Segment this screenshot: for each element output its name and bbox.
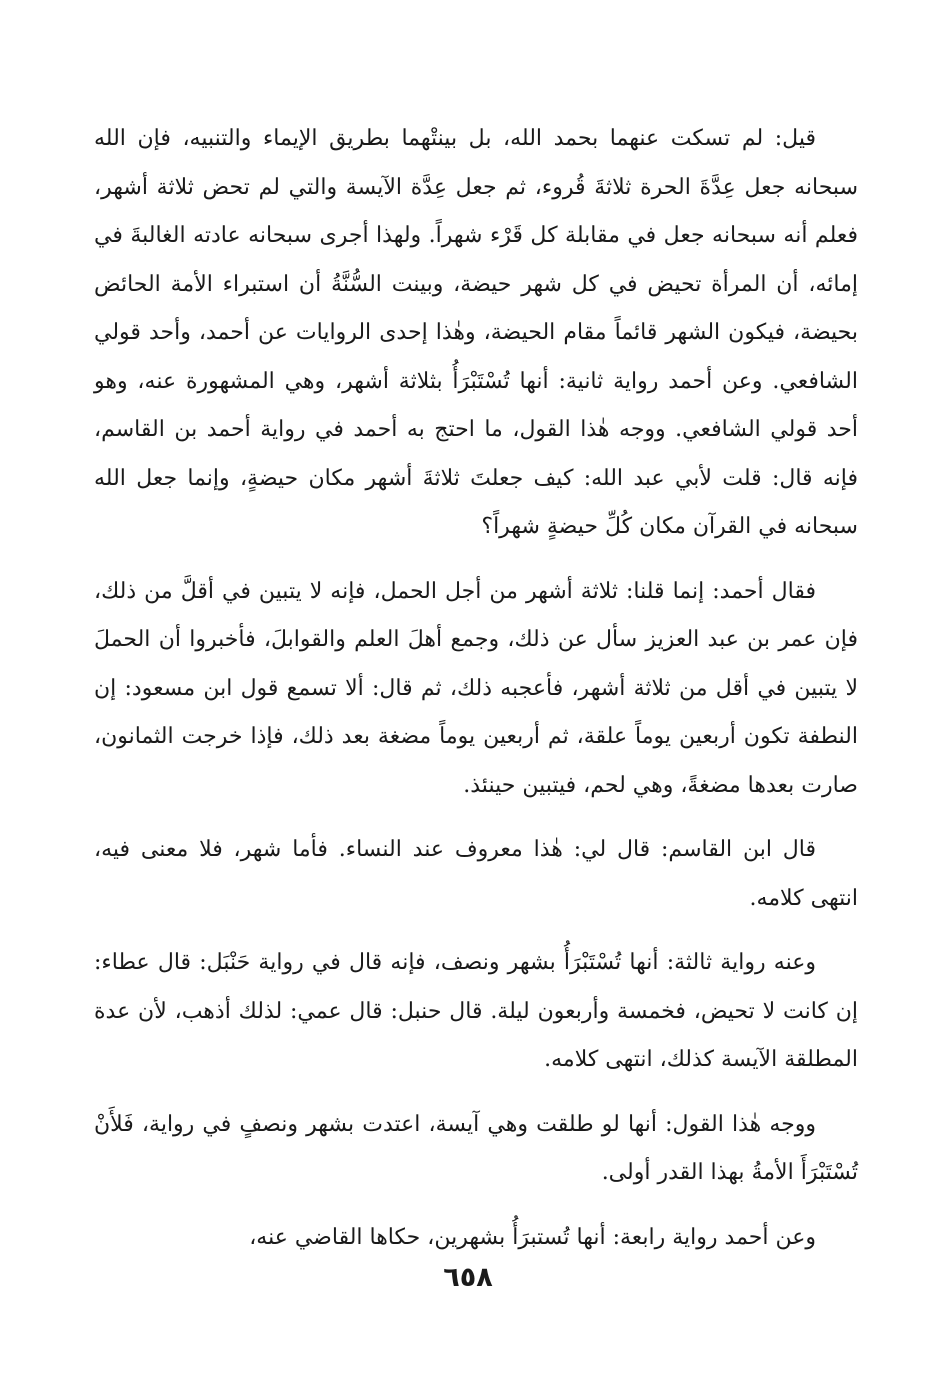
paragraph-3: قال ابن القاسم: قال لي: هٰذا معروف عند النساء. فأما شهر، فلا معنى فيه، انتهى كلامه. <box>94 837 858 911</box>
body-text <box>94 115 858 1262</box>
paragraph-1: قيل: لم تسكت عنهما بحمد الله، بل بينتْهما بطريق الإيماء والتنبيه، فإن الله سبحانه جعل عِدَّةَ الحرة ثلاثةَ قُروء، ثم جعل عِدَّة الآيسة والتي لم تحض ثلاثة أشهر، فعلم أنه سبحانه جعل في مقابلة كل قَرْء شهراً. ولهذا أجرى سبحانه عادته الغالبةَ في إمائه، أن المرأة تحيض في كل شهر حيضة، وبينت السُّنَّةُ أن استبراء الأمة الحائض بحيضة، فيكون الشهر قائماً مقام الحيضة، وهٰذا إحدى الروايات عن أحمد، وأحد قولي الشافعي. وعن أحمد رواية ثانية: أنها تُسْتَبْرَأُ بثلاثة أشهر، وهي المشهورة عنه، وهو أحد قولي الشافعي. ووجه هٰذا القول، ما احتج به أحمد في رواية أحمد بن القاسم، فإنه قال: قلت لأبي عبد الله: كيف جعلتَ ثلاثةَ أشهر مكان حيضةٍ، وإنما جعل الله سبحانه في القرآن مكان كُلِّ حيضةٍ شهراً؟ <box>94 126 858 539</box>
paragraph-6: وعن أحمد رواية رابعة: أنها تُستبرَأُ بشهرين، حكاها القاضي عنه، <box>249 1224 816 1250</box>
paragraph-4: وعنه رواية ثالثة: أنها تُسْتَبْرَأُ بشهر ونصف، فإنه قال في رواية حَنْبَل: قال عطاء: إن كانت لا تحيض، فخمسة وأربعون ليلة. قال حنبل: قال عمي: لذلك أذهب، لأن عدة المطلقة الآيسة كذلك، انتهى كلامه. <box>94 950 858 1072</box>
paragraph-2: فقال أحمد: إنما قلنا: ثلاثة أشهر من أجل الحمل، فإنه لا يتبين في أقلَّ من ذلك، فإن عمر بن عبد العزيز سأل عن ذلك، وجمع أهلَ العلم والقوابلَ، فأخبروا أن الحملَ لا يتبين في أقل من ثلاثة أشهر، فأعجبه ذلك، ثم قال: ألا تسمع قول ابن مسعود: إن النطفة تكون أربعين يوماً علقة، ثم أربعين يوماً مضغة بعد ذلك، فإذا خرجت الثمانون، صارت بعدها مضغةً، وهي لحم، فيتبين حينئذ. <box>94 578 858 798</box>
paragraph-5: ووجه هٰذا القول: أنها لو طلقت وهي آيسة، اعتدت بشهر ونصفٍ في رواية، فَلأَنْ تُسْتَبْرَأَ الأمةُ بهذا القدر أولى. <box>94 1111 858 1185</box>
page-number: ٦٥٨ <box>443 1262 493 1293</box>
